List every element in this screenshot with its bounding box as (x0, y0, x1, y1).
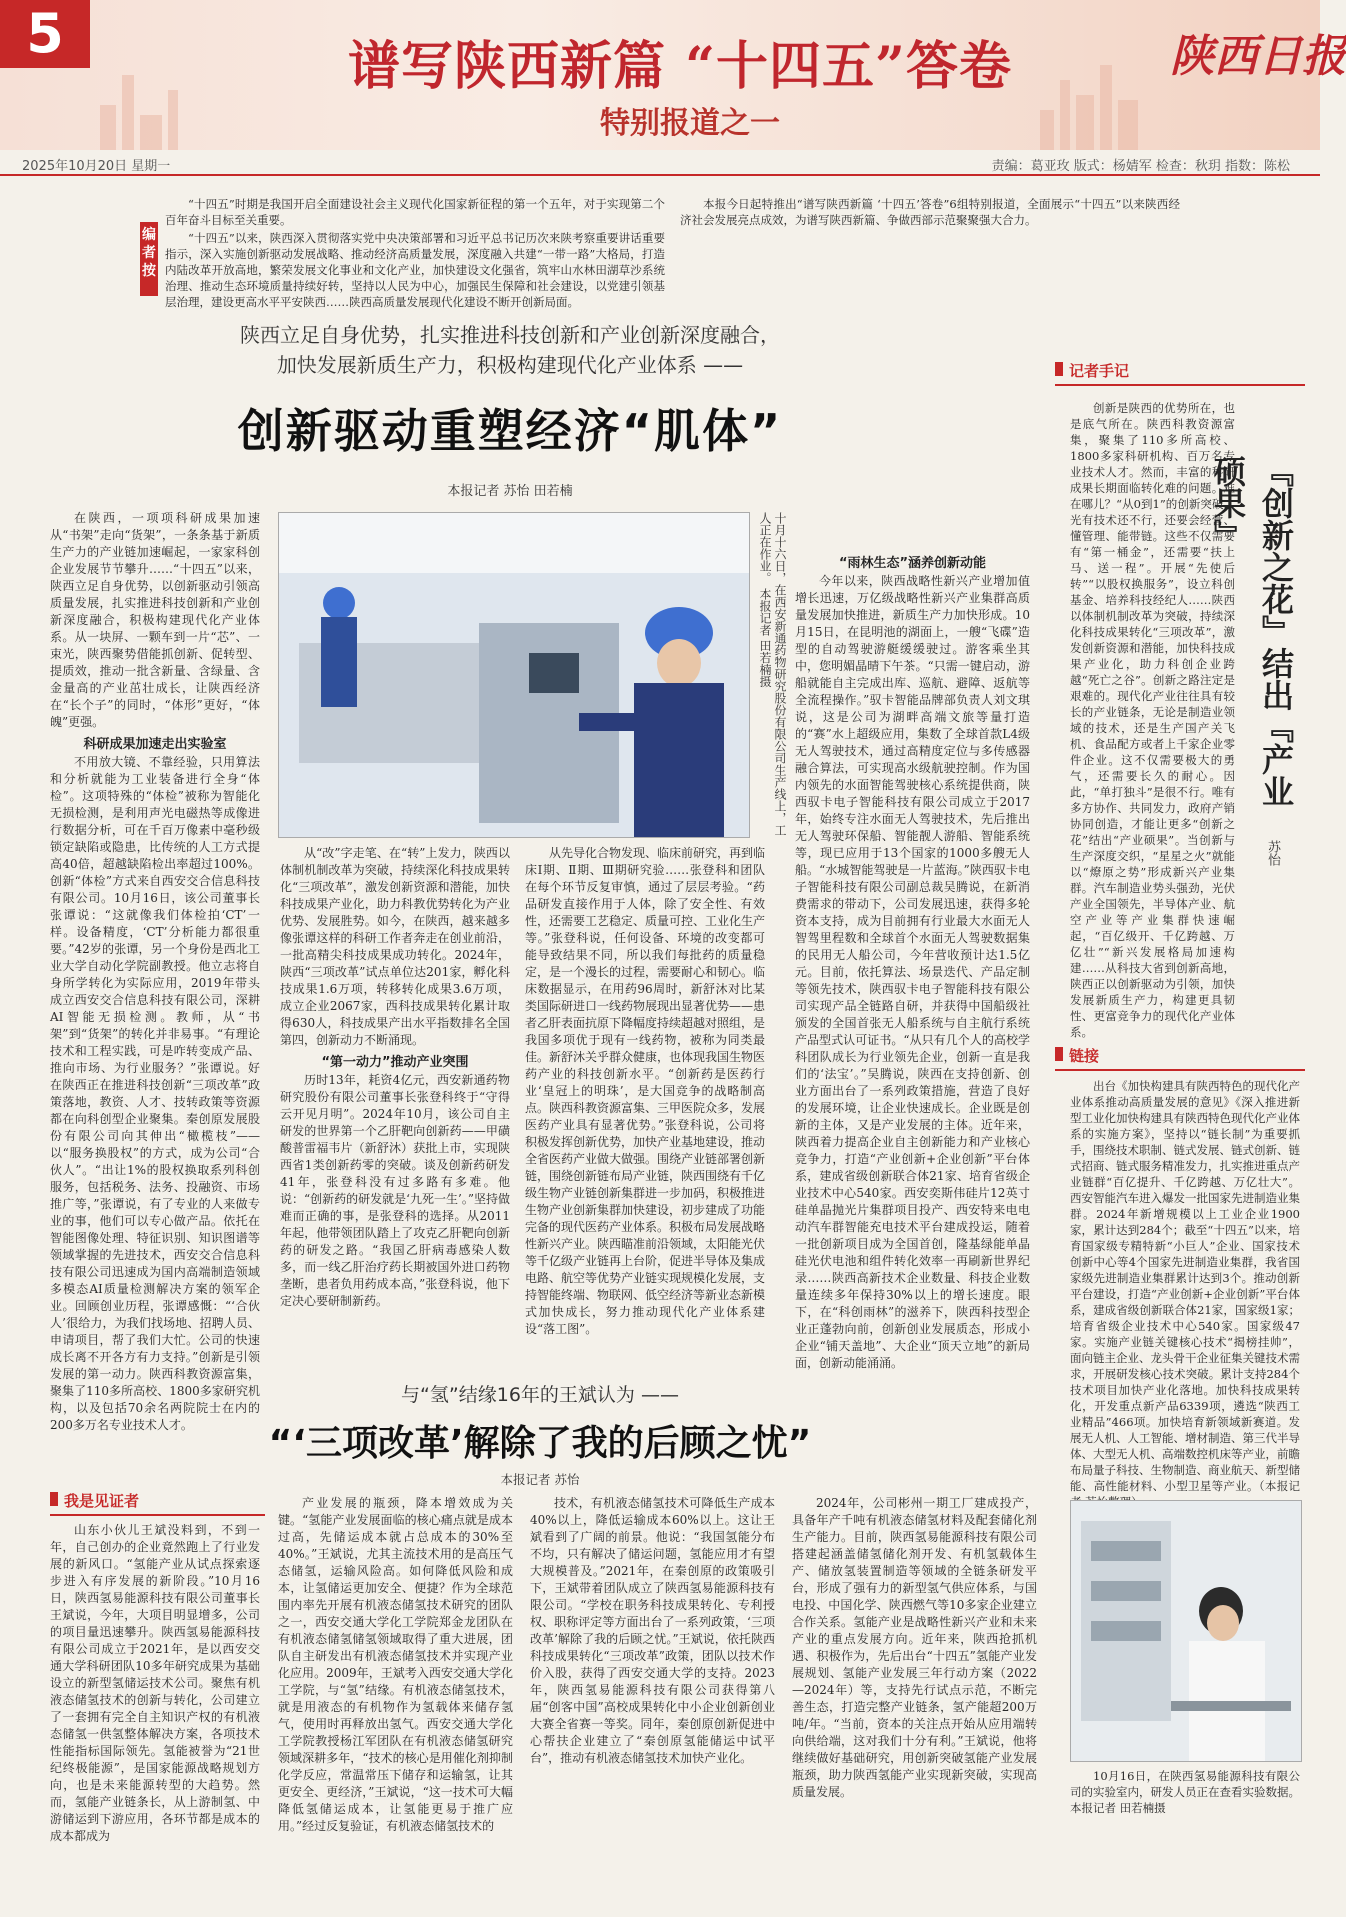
article1-column4 (795, 512, 1030, 1370)
newspaper-logo: 陕西日报 (1170, 31, 1346, 82)
editor-note-p1: “十四五”时期是我国开启全面建设社会主义现代化国家新征程的第一个五年，对于实现第二个百年奋斗目标至关重要。 (165, 197, 665, 227)
series-subheadline: 特别报道之一 (600, 106, 780, 141)
skyline-decoration (1076, 95, 1094, 150)
article1-subhead1: 科研成果加速走出实验室 (83, 737, 227, 752)
editor-note-p2: “十四五”以来，陕西深入贯彻落实党中央决策部署和习近平总书记历次来陕考察重要讲话重要指示，深入实施创新驱动发展战略、推动经济高质量发展，深度融入共建“一带一路”大格局，打造内陆改革开放高地，繁荣发展文化事业和文化产业，加快建设文化强省，筑牢山水林田湖草沙系统治理、推动生态环境质量持续好转，坚持以人民为中心，加强民生保障和社会建设，以党建引领基层治理，建设更高水平平安陕西……陕西高质量发展现代化建设不断开创新局面。 (165, 231, 665, 309)
article2-col2-body: 产业发展的瓶颈，降本增效成为关键。“氢能产业发展面临的核心痛点就是成本过高，先储运成本就占总成本的30%至40%。”王斌说，尤其主流技术用的是高压气态储氢，运输风险高。如何降低风险和成本，让氢储运更加安全、便捷？作为全球范围内率先开展有机液态储氢技术研究的团队之一，西安交通大学化工学院郑金龙团队在有机液态储氢储氢领域取得了重大进展，团队自主研发出有机液态储氢技术并实现产业化应用。2009年，王斌考入西安交通大学化工学院，与“氢”结缘。有机液态储氢技术，就是用液态的有机物作为氢载体来储存氢气，使用时再释放出氢气。西安交通大学化工学院教授杨江军团队在有机液态储氢研究领域深耕多年，“技术的核心是用催化剂抑制化学反应，常温常压下储存和运输氢，让其更安全、更经济，”王斌说，“这一技术可大幅降低氢储运成本，让氢能更易于推广应用。”经过反复验证，有机液态储氢技术的 (278, 1496, 513, 1833)
article1-byline: 本报记者 苏怡 田若楠 (447, 484, 573, 499)
article1-col2-body2: 历时13年，耗资4亿元，西安新通药物研究股份有限公司董事长张登科终于“守得云开见月明”。2024年10月，该公司自主研发的世界第一个乙肝靶向创新药——甲磺酸普雷福韦片（新舒沐）获批上市，实现陕西省1类创新药零的突破。谈及创新药研发41年，张登科没有过多路有多难。他说：“创新药的研发就是‘九死一生’。”坚持做难而正确的事，是张登科的选择。从2011年起，他带领团队踏上了攻克乙肝靶向创新药的研发之路。“我国乙肝病毒感染人数多，而一线乙肝治疗药长期被国外进口药物垄断，患者负用药成本高，”张登科说，他下定决心要研制新药。 (280, 1073, 510, 1308)
article2-column1 (50, 1522, 260, 1897)
reporter-notes-tag (1055, 360, 1305, 386)
info-bar (0, 152, 1320, 176)
article2-kicker: 与“氢”结缘16年的王斌认为 —— (401, 1384, 679, 1406)
witness-tag (50, 1490, 265, 1516)
editor-note-left (165, 196, 665, 309)
article1-intro: 在陕西，一项项科研成果加速从“书架”走向“货架”，一条条基于新质生产力的产业链加速崛起，一家家科创企业发展节节攀升……“十四五”以来，陕西立足自身优势，以创新驱动引领高质量发展，扎实推进科技创新和产业创新深度融合，积极构建现代化产业体系。从一块屏、一颗车到一片“芯”、一束光，陕西聚势借能抓创新、促转型、提质效，推动一批含新量、含绿量、含金量高的产业茁壮成长，让陕西经济在“长个子”的同时，“体形”更好，“体魄”更强。 (50, 511, 260, 729)
skyline-decoration (1100, 65, 1112, 150)
series-headline: 谱写陕西新篇 “十四五”答卷 (348, 36, 1012, 97)
lab-photo (1070, 1500, 1302, 1762)
issue-date: 2025年10月20日 星期一 (22, 159, 171, 174)
article1-subhead3: “雨林生态”涵养创新动能 (838, 556, 987, 571)
page-number: 5 (0, 0, 90, 68)
article2-column4 (792, 1495, 1037, 1895)
factory-worker-illustration (279, 513, 749, 837)
article1-col3-body: 从先导化合物发现、临床前研究，再到临床Ⅰ期、Ⅱ期、Ⅲ期研究验……张登科和团队在每个环节反复审慎，通过了层层考验。“药品研发直接作用于人体，除了安全性、有效性，还需要工艺稳定、质量可控、工业化生产等。”张登科说，任何设备、环境的改变都可能导致结果不同，所以我们每批药的质量稳定，是一个漫长的过程，需要耐心和韧心。临床数据显示，在用药96周时，新舒沐对比某类国际研进口一线药物展现出显著优势——患者乙肝表面抗原下降幅度持续超越对照组，是我国多项优于现有一线药物，被称为同类最佳。新舒沐关乎群众健康，也体现我国生物医药产业的科技创新水平。“创新药是医药行业‘皇冠上的明珠’，是大国竞争的战略制高点。陕西科教资源富集、三甲医院众多，发展医药产业具有显著优势。”张登科说，公司将积极发挥创新优势，加快产业基地建设，推动全省医药产业做大做强。围绕产业链部署创新链，围绕创新链布局产业链，陕西围绕有千亿级生物产业链创新集群进一步加码，积极推进生物产业创新集群加快建设，初步建成了功能完备的现代医药产业体系。积极布局发展战略性新兴产业。陕西瞄准前沿领域，太阳能光伏等千亿级产业链再上台阶，促进半导体及集成电路、航空等优势产业链实现规模化发展，支持智能终端、物联网、低空经济等新业态新模式加快成长，努力推动现代化产业体系建设“落工图”。 (525, 846, 766, 1336)
article1-kicker (60, 320, 960, 380)
link-label: 链接 (1069, 1047, 1100, 1065)
skyline-decoration (100, 105, 116, 150)
lab-photo-caption-text: 10月16日，在陕西氢易能源科技有限公司的实验室内，研发人员正在查看实验数据。 本报记者 田若楠摄 (1070, 1769, 1300, 1815)
article1-column1 (50, 510, 260, 1432)
reporter-notes-title: 『创新之花』结出『产业硕果』 (1209, 455, 1295, 807)
article2-headline: “‘三项改革’解除了我的后顾之忧” (268, 1423, 812, 1464)
article2-col3-body: 技术，有机液态储氢技术可降低生产成本40%以上，降低运输成本60%以上。这让王斌看到了广阔的前景。他说：“我国氢能分布不均，只有解决了储运问题，氢能应用才有望大规模普及。”2021年，在秦创原的政策吸引下，王斌带着团队成立了陕西氢易能源科技有限公司。“学校在职务科技成果转化、专利授权、职称评定等方面出台了一系列政策，‘三项改革’解除了我的后顾之忧。”王斌说，依托陕西科技成果转化“三项改革”政策，团队以技术作价入股，获得了西安交通大学的支持。2023年，陕西氢易能源科技有限公司获得第八届“创客中国”高校成果转化中小企业创新创业大赛全省赛一等奖。同年，秦创原创新促进中心帮扶企业建立了“秦创原氢能储运中试平台”，推动有机液态储氢技术加快产业化。 (530, 1496, 775, 1765)
section-marker-icon (1055, 362, 1063, 376)
factory-photo (278, 512, 750, 838)
article1-headline: 创新驱动重塑经济“肌体” (237, 404, 783, 458)
skyline-decoration (140, 115, 162, 150)
link-tag (1055, 1045, 1305, 1071)
article1-col2-body: 从“改”字走笔、在“转”上发力，陕西以体制机制改革为突破，持续深化科技成果转化“三项改革”，激发创新资源和潜能，加快科技成果产业化，助力科教优势转化为产业优势、发展胜势。如今，在陕西，越来越多像张谭这样的科研工作者奔走在创业前沿，一批高精尖科技成果成功转化。2024年，陕西“三项改革”试点单位达201家，孵化科技成果1.6万项，转移转化成果3.6万项，成立企业2067家，西科技成果转化累计取得630人，科技成果产出水平指数排名全国第四，创新动力不断涌现。 (280, 846, 510, 1047)
article1-col4-body: 今年以来，陕西战略性新兴产业增加值增长迅速，万亿级战略性新兴产业集群高质量发展加快推进，新质生产力加快形成。10月15日，在昆明池的湖面上，一艘“飞碟”造型的自动驾驶游艇缓缓驶过。游客乘坐其中，您明媚晶晴下午茶。“只需一键启动，游船就能自主完成出库、巡航、避障、返航等全流程操作。”驭卡智能品牌部负责人刘文琪说，这是公司为湖畔高端文旅等量打造的“赛”水上超级应用，集数了全球首款L4级无人驾驶技术，通过高精度定位与多传感器融合算法，可实现高水级航驶控制。作为国内领先的水面智能驾驶核心系统提供商，陕西驭卡电子智能科技有限公司成立于2017年，始终专注水面无人驾驶技术，先后推出无人驾驶环保船、智能靓人游船、智能系统等，现已应用于13个国家的1000多艘无人船。“水城智能驾驶是一片蓝海。”陕西驭卡电子智能科技有限公司副总裁吴腾说，在新消费需求的带动下，公司发展迅速，获得多轮资本支持，成为目前拥有行业最大水面无人智驾里程数和全球首个水面无人驾驶数据集的民用无人船公司，今年营收预计达1.5亿元。目前，依托算法、场景迭代、产品定制等领先技术，陕西驭卡电子智能科技有限公司实现产品全链路自研，并获得中国船级社颁发的全国首张无人船系统与自主航行系统产品型式认可证书。“从只有几个人的高校学科团队成长为行业领先企业，创新一直是我们的‘法宝’。”吴腾说，陕西在支持创新、创业方面出台了一系列政策措施，营造了良好的发展环境，让企业快速成长。企业既是创新的主体，又是产业发展的主体。近年来，陕西着力提高企业自主创新能力和产业核心竞争力，打造“产业创新+企业创新”平台体系，建成省级创新联合体21家、培育省级企业技术中心540家。西安奕斯伟硅片12英寸硅单晶抛光片集群项目投产、西安特来电电动汽车群智能充电技术平台建成投运，随着一批创新项目成为全国首创，隆基绿能单晶硅光伏电池和组件转化效率一再刷新世界纪录……陕西高新技术企业数量、科技企业数量连续多年保持30%以上的增长速度。眼下，在“科创雨林”的滋养下，陕西科技型企业正蓬勃向前，创新创业发展质态，形成小企业“铺天盖地”、大企业“顶天立地”的新局面，创新动能涌涌。 (795, 574, 1030, 1370)
skyline-decoration (122, 75, 134, 150)
article2-col4-body: 2024年，公司彬州一期工厂建成投产，具备年产千吨有机液态储氢材料及配套储化剂生产能力。目前，陕西氢易能源科技有限公司搭建起涵盖储氢储化剂开发、有机氢载体生产、储放氢装置制造等领域的全链条研发平台，形成了强有力的新型氢气供应体系，与国电投、中国化学、陕西燃气等10多家企业建立合作关系。氢能产业是战略性新兴产业和未来产业的重点发展方向。近年来，陕西抢抓机遇、积极作为，先后出台“十四五”氢能产业发展规划、氢能产业发展三年行动方案（2022—2024年）等，支持先行试点示范，不断完善生态，打造完整产业链条，氢产能超200万吨/年。“当前，资本的关注点开始从应用端转向供给端，这对我们十分有利。”王斌说，他将继续做好基础研究，用创新突破氢能产业发展瓶颈，助力陕西氢能产业实现新突破，实现高质量发展。 (792, 1496, 1037, 1799)
article2-column3 (530, 1495, 775, 1895)
article1-column2 (280, 845, 510, 1310)
article2-column2 (278, 1495, 513, 1895)
witness-label: 我是见证者 (64, 1492, 140, 1510)
skyline-decoration (1118, 100, 1138, 150)
editor-note-tag: 编者按 (140, 222, 158, 296)
section-marker-icon (1055, 1047, 1063, 1061)
editor-note-p3: 本报今日起特推出“谱写陕西新篇 ‘十四五’答卷”6组特别报道，全面展示“十四五”以来陕西经济社会发展亮点成效，为谱写陕西新篇、争做西部示范聚聚强大合力。 (680, 197, 1180, 227)
link-body (1070, 1078, 1300, 1498)
skyline-decoration (168, 90, 178, 150)
lab-researcher-illustration (1071, 1501, 1301, 1761)
section-marker-icon (50, 1492, 58, 1506)
article2-byline: 本报记者 苏怡 (500, 1472, 580, 1487)
skyline-decoration (1040, 110, 1054, 150)
reporter-notes-text: 创新是陕西的优势所在，也是底气所在。陕西科教资源富集，聚集了110多所高校、1800多家科研机构、百万名专业技术人才。然而，丰富的科研成果长期面临转化难的问题。难在哪儿？“从0到1”的创新突破，光有技术还不行，还要会经营、懂管理、能带链。这些不仅需要有“第一桶金”，还需要“扶上马、送一程”。开展“先使后转”“以股权换服务”，设立科创基金、培养科技经纪人……陕西以体制机制改革为突破，持续深化科技成果转化“三项改革”，激发创新资源和潜能，加快科技成果产业化，助力科创企业跨越“死亡之谷”。创新之路注定是艰难的。现代化产业往往具有较长的产业链条，无论是制造业领域的技术，还是生产国产关飞机、食品配方或者上千家企业零件企业。这不仅需要极大的勇气，还需要长久的耐心。因此，“单打独斗”是很不行。唯有多方协作、共同发力，政府产销协同创造，才能让更多“创新之花”结出“产业硕果”。当创新与生产深度交织，“星星之火”就能以“燎原之势”形成新兴产业集群。汽车制造业势头强劲，光伏产业全国领先，半导体产业、航空产业等产业集群快速崛起，“百亿级开、千亿跨越、万亿壮”“新兴发展格局加速构建……从科技大省到创新高地，陕西正以创新驱动为引领，加快发展新质生产力，构建更具韧性、更富竞争力的现代化产业体系。 (1070, 401, 1235, 1039)
editor-note-right (680, 196, 1180, 292)
reporter-notes-author-label: 苏怡 (1265, 840, 1280, 866)
skyline-decoration (1060, 80, 1070, 150)
article1-column3 (525, 845, 766, 1336)
article1-kicker-line2: 加快发展新质生产力，积极构建现代化产业体系 —— (276, 353, 744, 377)
reporter-notes-label: 记者手记 (1069, 362, 1130, 380)
article1-subhead2: “第一动力”推动产业突围 (321, 1055, 469, 1070)
lab-photo-caption (1070, 1768, 1300, 1816)
article1-kicker-line1: 陕西立足自身优势，扎实推进科技创新和产业创新深度融合， (240, 323, 780, 347)
editors-credit: 责编：葛亚玫 版式：杨婧军 检查：秋玥 指数：陈松 (991, 159, 1290, 174)
link-text: 出台《加快构建具有陕西特色的现代化产业体系推动高质量发展的意见》《深入推进新型工业化加快构建具有陕西特色现代化产业体系的实施方案》，坚持以“链长制”为重要抓手，围绕技术职制、链式发展、链式创新、链式招商、链式服务精准发力，扎实推进重点产业链群“百亿提升、千亿跨越、万亿壮大”。西安智能汽车进入爆发一批国家先进制造业集群。2024年新增规模以上工业企业1900家，累计达到284个；截至“十四五”以来，培育国家级专精特新“小巨人”企业、国家技术创新中心等4个国家先进制造业集群，我省国家级先进制造业集群累计达到3个。推动创新平台建设，打造“产业创新+企业创新”平台体系，建成省级创新联合体21家，国家级1家；培育省级企业技术中心540家。国家级47家。实施产业链关键核心技术“揭榜挂帅”，面向链主企业、龙头骨干企业征集关键技术需求，开展研发核心技术突破。累计支持284个技术项目加快产业化落地。加快科技成果转化，开发重点新产品6339项，遴选“陕西工业精品”466项。加快培育新领域新赛道。发展无人机、人工智能、增材制造、第三代半导体、大型无人机、高端数控机床等产业，前瞻布局量子科技、生物制造、商业航天、新型储能、高性能材料、小型卫星等产业。（本报记 (1070, 1079, 1300, 1493)
article1-col1-body: 不用放大镜、不靠经验，只用算法和分析就能为工业装备进行全身“体检”。这项特殊的“体检”被称为智能化无损检测，是利用声光电磁热等成像进行数据分析，可在千百万像素中毫秒级锁定缺陷或隐患，比传统的人工方式提高40倍，超越缺陷检出率超过100%。创新“体检”方式来自西安交合信息科技有限公司。10月16日，该公司董事长张谭说：“这就像我们体检拍‘CT’一样。设备精度，‘CT’分析能力都很重要。”42岁的张谭，另一个身份是西北工业大学自动化学院副教授。他立志将自身所学转化为实际应用，2019年带头成立西安交合信息科技有限公司，深耕AI智能无损检测。教师，从“书架”到“货架”的转化并非易事。“有理论技术和工程实践，可是咋转变成产品、推向市场、为行业服务？”张谭说。好在陕西正在推进科技创新“三项改革”政策落地，教资、人才、技转政策等资源都在向科创型企业聚集。秦创原发展股份有限公司向其伸出“橄榄枝”——以“服务换股权”的方式，成为公司“合伙人”。“出让1%的股权换取系列科创服务，包括税务、法务、投融资、市场推广等，”张谭说，有了专业的人来做专业的事，他们可以专心做产品。依托在智能图像处理、特征识别、知识图谱等领域掌握的先进技术，西安交合信息科技有限公司迅速成为国内高端制造领域多模态AI质量检测解决方案的领军企业。回顾创业历程，张谭感慨：“‘合伙人’很给力，为我们找场地、招聘人员、申请项目，帮了我们大忙。公司的快速成长离不开各方有力支持。”创新是引领发展的第一动力。陕西科教资源富集，聚集了110多所高校、1800多家研究机构，以及包括70余名两院院士在内的200多万名专业技术人才。 (50, 755, 260, 1432)
factory-photo-caption: 十月十六日，在西安新通药物研究股份有限公司生产线上，工人正在作业。 本报记者 田若楠摄 (758, 512, 787, 836)
article2-col1-body: 山东小伙儿王斌没料到，不到一年，自己创办的企业竟然跑上了行业发展的新风口。“氢能产业从试点探索逐步进入有序发展的新阶段。”10月16日，陕西氢易能源科技有限公司董事长王斌说，今年，大项目明显增多，公司的项目量迅速攀升。陕西氢易能源科技有限公司成立于2021年，是以西安交通大学科研团队10多年研究成果为基础设立的新型氢储运技术公司。聚焦有机液态储氢技术的创新与转化，公司建立了一套拥有完全自主知识产权的有机液态储氢一供氢整体解决方案，各项技术性能指标国际领先。氢能被誉为“21世纪终极能源”，是国家能源战略规划方向，也是未来能源转型的大趋势。然而，氢能产业链条长，从上游制氢、中游储运到下游应用，各环节都是成本的成本都成为 (50, 1523, 260, 1843)
